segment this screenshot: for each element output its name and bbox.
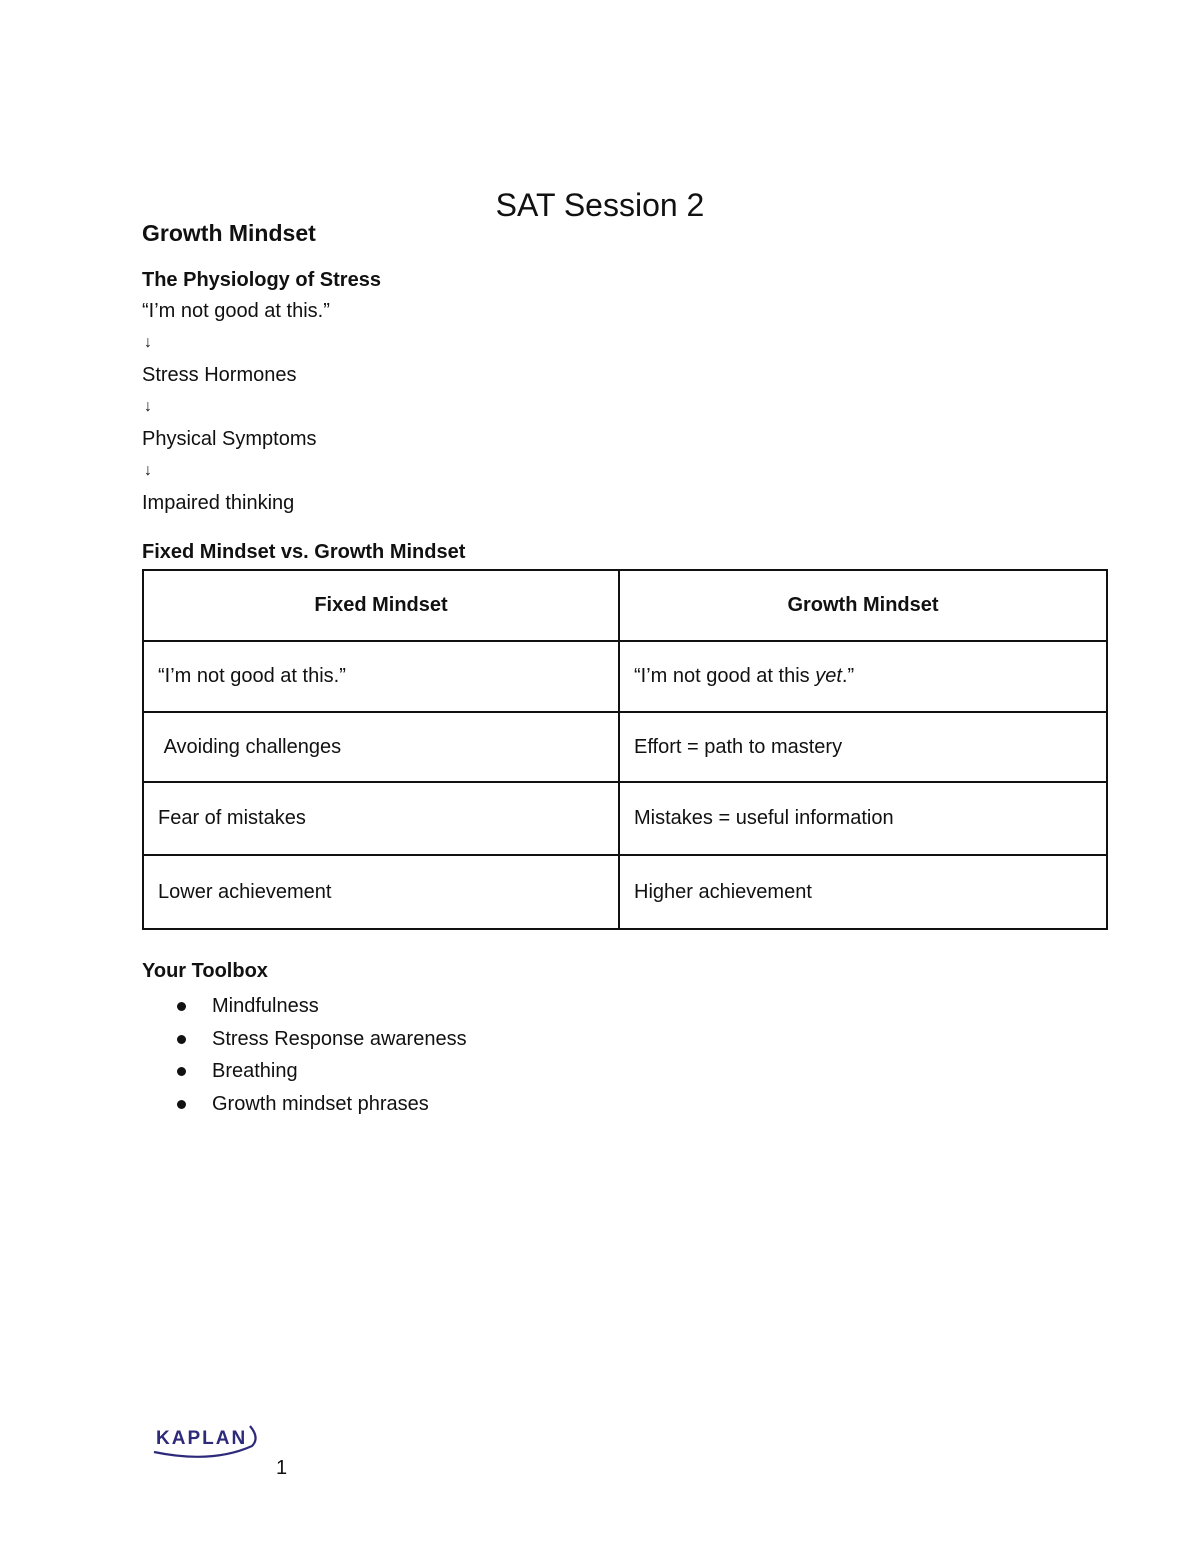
stress-step: “I’m not good at this.”: [142, 300, 330, 322]
growth-cell-emphasis: yet: [815, 665, 842, 687]
growth-cell-prefix: “I’m not good at this: [634, 665, 816, 687]
kaplan-logo: [152, 1420, 262, 1462]
growth-cell: Effort = path to mastery: [619, 712, 1107, 782]
growth-cell-suffix: .”: [841, 665, 855, 687]
document-content: [142, 220, 1108, 1120]
bullet-icon: [177, 1100, 186, 1109]
stress-step: Stress Hormones: [142, 364, 297, 386]
section-heading: Growth Mindset: [142, 220, 316, 246]
bullet-icon: [177, 1035, 186, 1044]
down-arrow-icon: ↓: [144, 398, 152, 415]
bullet-icon: [177, 1067, 186, 1076]
stress-step: Physical Symptoms: [142, 428, 317, 450]
bullet-icon: [177, 1002, 186, 1011]
toolbox-heading: Your Toolbox: [142, 960, 268, 982]
list-item: [142, 1055, 1108, 1088]
list-item-label: Breathing: [212, 1060, 298, 1082]
down-arrow-icon: ↓: [144, 462, 152, 479]
fixed-cell: “I’m not good at this.”: [143, 641, 619, 712]
table-row: [143, 712, 1107, 782]
table-header-row: [143, 570, 1107, 641]
list-item-label: Mindfulness: [212, 995, 319, 1017]
stress-step: Impaired thinking: [142, 492, 295, 514]
fixed-cell: [143, 712, 619, 782]
toolbox-section: [142, 956, 1108, 1120]
table-row: [143, 641, 1107, 712]
mindset-comparison-table: [142, 569, 1108, 930]
table-row: [143, 855, 1107, 929]
stress-flow: [142, 295, 1108, 519]
svg-text:KAPLAN: KAPLAN: [156, 1428, 248, 1449]
comparison-heading: Fixed Mindset vs. Growth Mindset: [142, 541, 466, 563]
down-arrow-icon: ↓: [144, 334, 152, 351]
toolbox-list: [142, 990, 1108, 1120]
list-item-label: Growth mindset phrases: [212, 1092, 429, 1115]
page-title: SAT Session 2: [495, 187, 705, 224]
fixed-cell: Fear of mistakes: [143, 782, 619, 855]
growth-cell: Higher achievement: [619, 855, 1107, 929]
page-number: 1: [276, 1457, 288, 1479]
growth-cell: [619, 641, 1107, 712]
column-header-growth: Growth Mindset: [619, 570, 1107, 641]
fixed-cell: Lower achievement: [143, 855, 619, 929]
list-item: [142, 990, 1108, 1023]
column-header-fixed: Fixed Mindset: [143, 570, 619, 641]
list-item: [142, 1023, 1108, 1056]
fixed-cell-text: Avoiding challenges: [163, 735, 342, 758]
growth-cell: Mistakes = useful information: [619, 782, 1107, 855]
list-item-label: Stress Response awareness: [212, 1027, 467, 1050]
stress-heading: The Physiology of Stress: [142, 269, 381, 291]
list-item: [142, 1088, 1108, 1121]
table-row: [143, 782, 1107, 855]
